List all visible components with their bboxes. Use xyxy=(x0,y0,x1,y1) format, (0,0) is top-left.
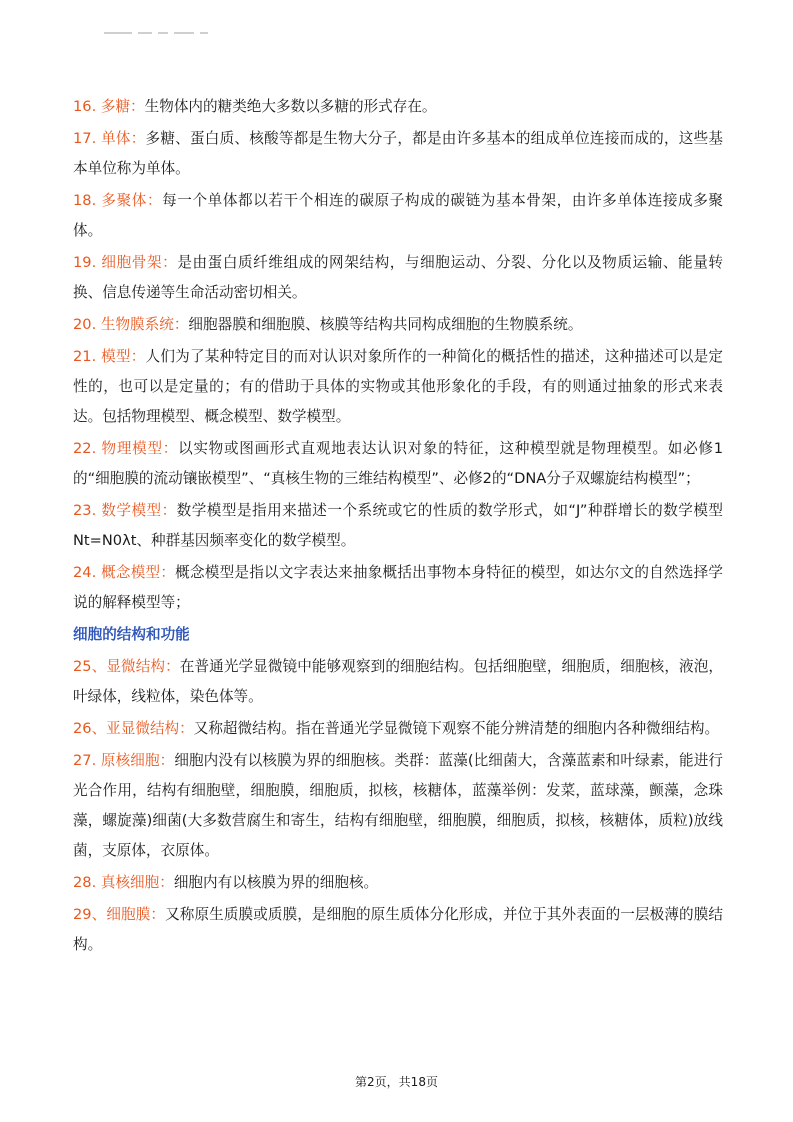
glossary-entry xyxy=(73,900,723,960)
document-body xyxy=(73,92,723,962)
glossary-entry xyxy=(73,434,723,494)
entry-term: 28. 真核细胞： xyxy=(73,874,174,891)
entry-term: 22. 物理模型： xyxy=(73,440,179,457)
glossary-entry xyxy=(73,124,723,184)
entry-definition: 以实物或图画形式直观地表达认识对象的特征，这种模型就是物理模型。如必修1的“细胞膜的流动镶嵌模型”、“真核生物的三维结构模型”、必修2的“DNA分子双螺旋结构模型”； xyxy=(73,440,723,487)
entry-term: 24. 概念模型： xyxy=(73,564,176,581)
entry-list-a xyxy=(73,92,723,618)
glossary-entry xyxy=(73,746,723,866)
header-decoration xyxy=(104,30,264,36)
entry-definition: 概念模型是指以文字表达来抽象概括出事物本身特征的模型，如达尔文的自然选择学说的解释模型等； xyxy=(73,564,723,611)
entry-term: 19. 细胞骨架： xyxy=(73,254,178,271)
entry-term: 18. 多聚体： xyxy=(73,192,163,209)
entry-definition: 细胞内没有以核膜为界的细胞核。类群：蓝藻(比细菌大，含藻蓝素和叶绿素，能进行光合作用，结构有细胞壁，细胞膜，细胞质，拟核，核糖体，蓝藻举例：发菜，蓝球藻，颤藻，念珠藻，螺旋藻)细菌(大多数营腐生和寄生，结构有细胞壁，细胞膜，细胞质，拟核，核糖体，质粒)放线菌，支原体，衣原体。 xyxy=(73,752,723,859)
entry-definition: 多糖、蛋白质、核酸等都是生物大分子，都是由许多基本的组成单位连接而成的，这些基本单位称为单体。 xyxy=(73,130,723,177)
entry-list-b xyxy=(73,652,723,960)
glossary-entry xyxy=(73,342,723,432)
glossary-entry xyxy=(73,868,723,898)
entry-definition: 生物体内的糖类绝大多数以多糖的形式存在。 xyxy=(144,98,437,115)
glossary-entry xyxy=(73,310,723,340)
entry-term: 23. 数学模型： xyxy=(73,502,177,519)
entry-term: 27. 原核细胞： xyxy=(73,752,175,769)
entry-term: 16. 多糖： xyxy=(73,98,145,115)
entry-term: 25、显微结构： xyxy=(73,658,180,675)
glossary-entry xyxy=(73,248,723,308)
entry-term: 26、亚显微结构： xyxy=(73,720,194,737)
glossary-entry xyxy=(73,496,723,556)
page-footer: 第2页，共18页 xyxy=(355,1075,438,1089)
entry-definition: 在普通光学显微镜中能够观察到的细胞结构。包括细胞壁，细胞质，细胞核，液泡，叶绿体，线粒体，染色体等。 xyxy=(73,658,723,705)
entry-definition: 人们为了某种特定目的而对认识对象所作的一种简化的概括性的描述，这种描述可以是定性的，也可以是定量的；有的借助于具体的实物或其他形象化的手段，有的则通过抽象的形式来表达。包括物理模型、概念模型、数学模型。 xyxy=(73,348,723,425)
glossary-entry xyxy=(73,652,723,712)
entry-definition: 数学模型是指用来描述一个系统或它的性质的数学形式，如“J”种群增长的数学模型Nt=N0λt、种群基因频率变化的数学模型。 xyxy=(73,502,723,549)
entry-term: 29、细胞膜： xyxy=(73,906,166,923)
entry-term: 17. 单体： xyxy=(73,130,146,147)
glossary-entry xyxy=(73,714,723,744)
entry-definition: 又称超微结构。指在普通光学显微镜下观察不能分辨清楚的细胞内各种微细结构。 xyxy=(193,720,720,737)
section-title: 细胞的结构和功能 xyxy=(73,626,190,643)
entry-term: 20. 生物膜系统： xyxy=(73,316,189,333)
entry-definition: 又称原生质膜或质膜，是细胞的原生质体分化形成，并位于其外表面的一层极薄的膜结构。 xyxy=(73,906,723,953)
glossary-entry xyxy=(73,186,723,246)
glossary-entry xyxy=(73,558,723,618)
entry-term: 21. 模型： xyxy=(73,348,146,365)
entry-definition: 是由蛋白质纤维组成的网架结构，与细胞运动、分裂、分化以及物质运输、能量转换、信息传递等生命活动密切相关。 xyxy=(73,254,723,301)
glossary-entry xyxy=(73,92,723,122)
entry-definition: 细胞器膜和细胞膜、核膜等结构共同构成细胞的生物膜系统。 xyxy=(188,316,583,333)
entry-definition: 每一个单体都以若干个相连的碳原子构成的碳链为基本骨架，由许多单体连接成多聚体。 xyxy=(73,192,723,239)
entry-definition: 细胞内有以核膜为界的细胞核。 xyxy=(173,874,379,891)
